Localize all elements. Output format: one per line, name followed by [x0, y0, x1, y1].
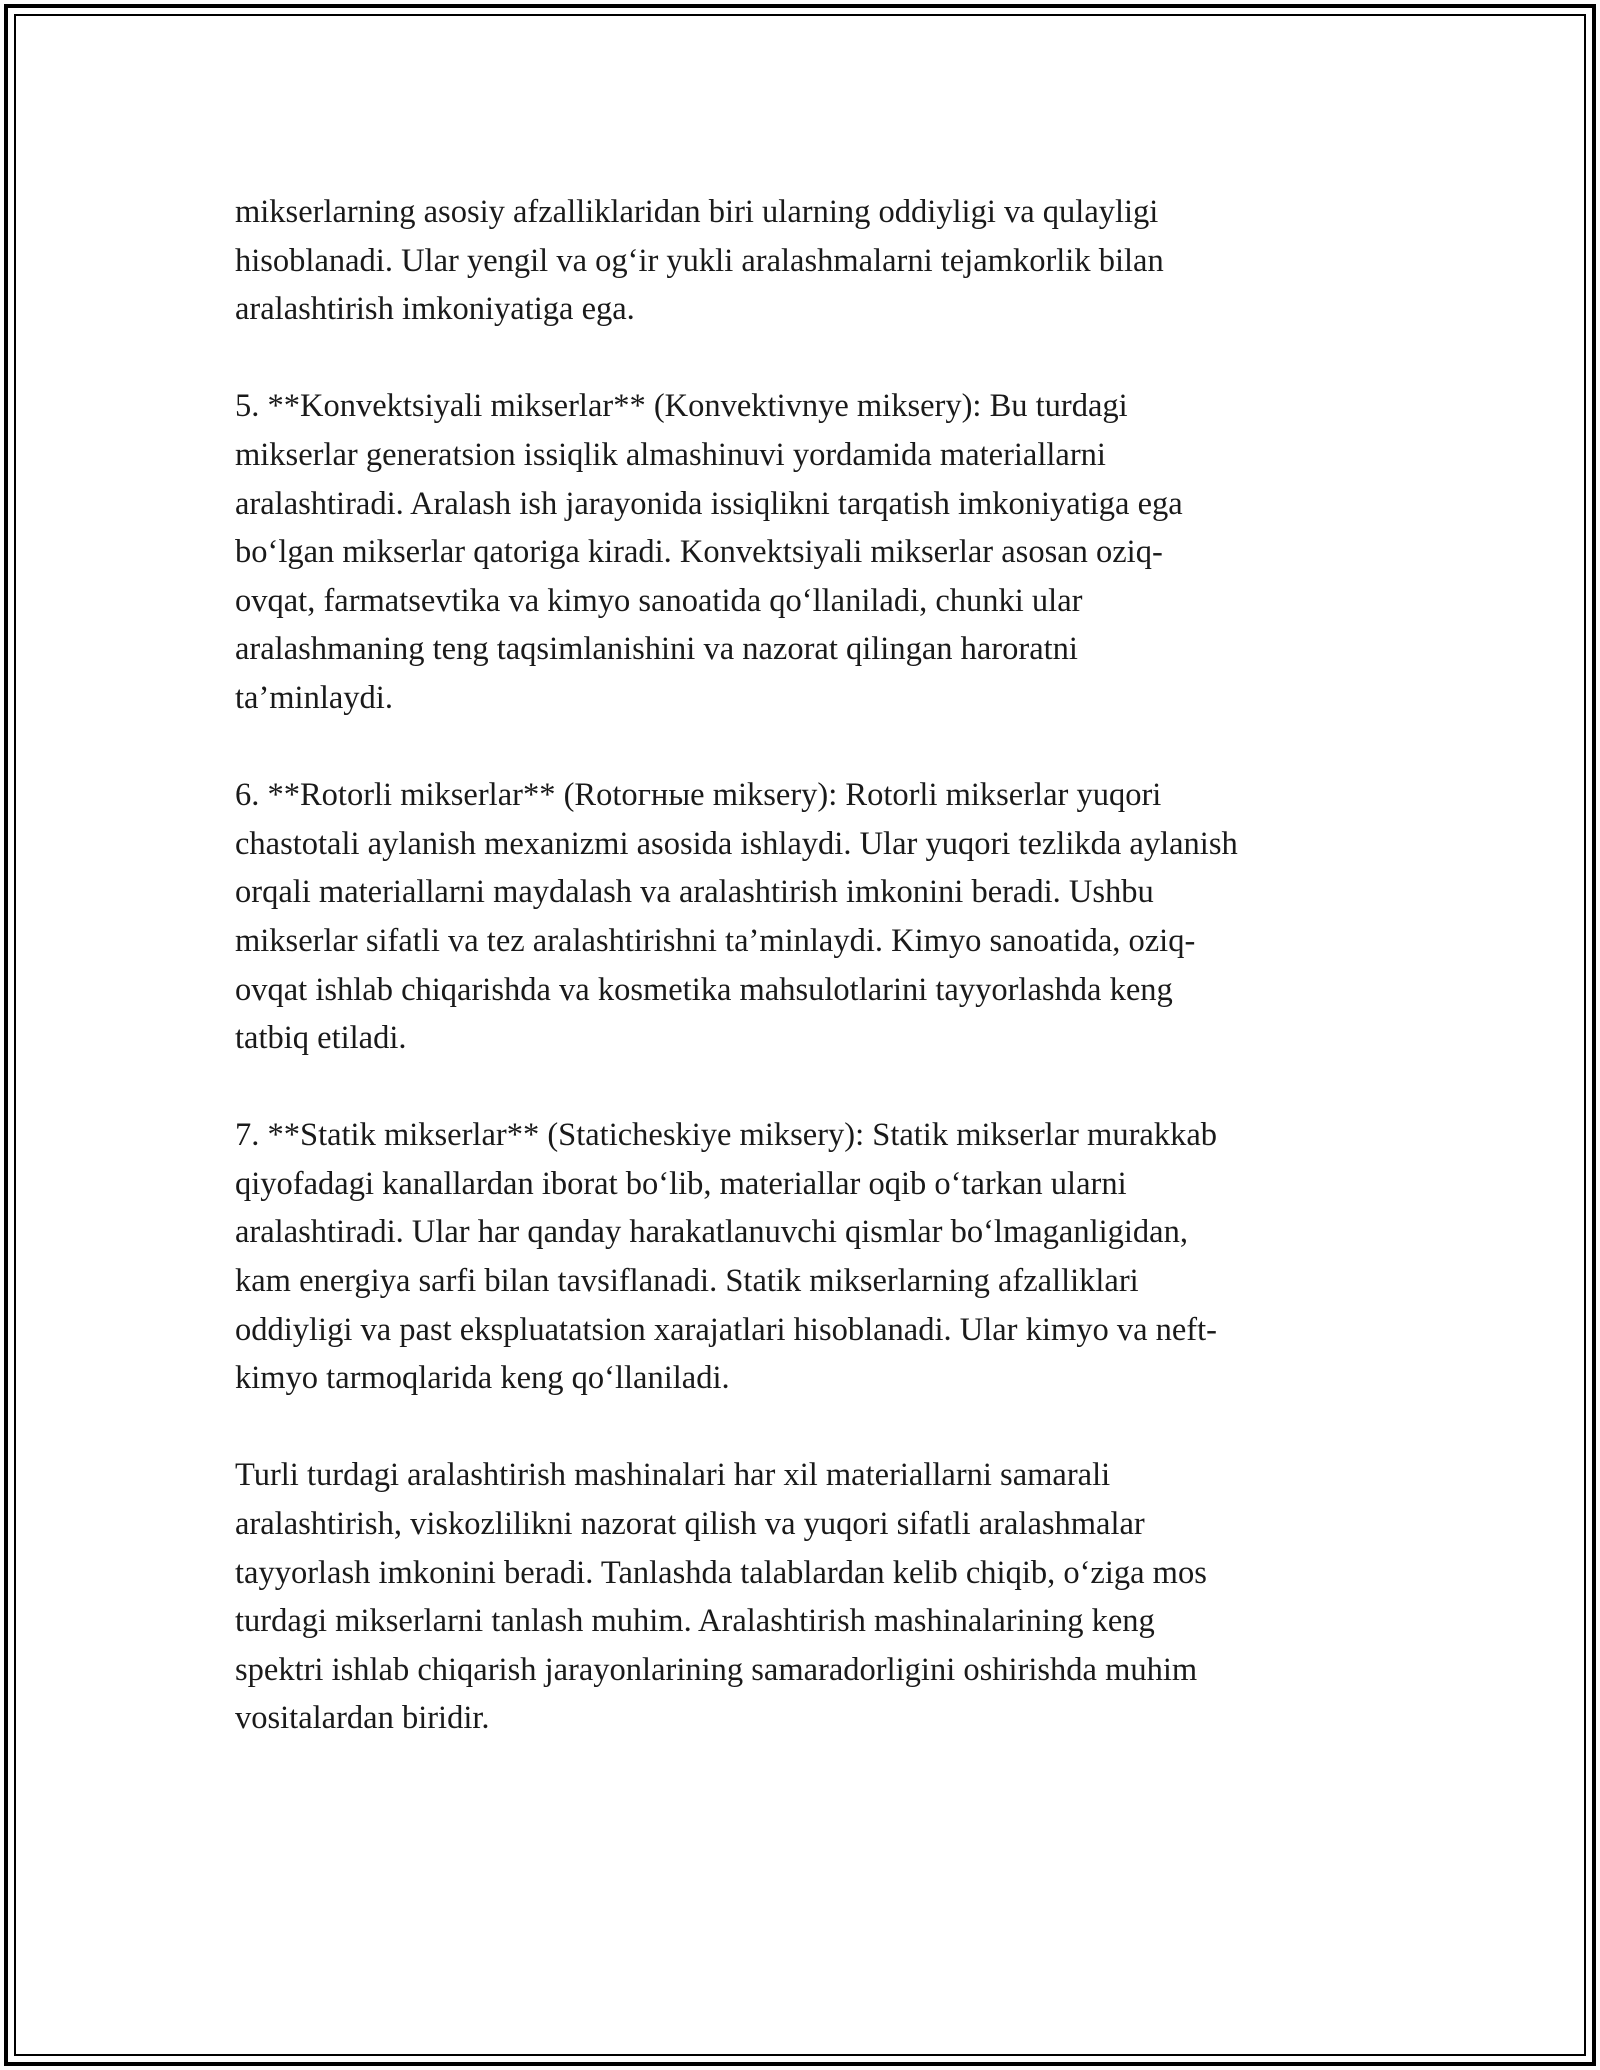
text-line: hisoblanadi. Ular yengil va og‘ir yukli aralashmalarni tejamkorlik bilan	[235, 242, 1164, 279]
text-line: spektri ishlab chiqarish jarayonlarining samaradorligini oshirishda muhim	[235, 1651, 1198, 1688]
text-line: chastotali aylanish mexanizmi asosida ishlaydi. Ular yuqori tezlikda aylanish	[235, 825, 1238, 862]
paragraph-convection-mixers	[235, 382, 1385, 722]
text-line: mikserlarning asosiy afzalliklaridan biri ularning oddiyligi va qulayligi	[235, 194, 1159, 230]
paragraph-conclusion	[235, 1451, 1385, 1743]
text-line: oddiyligi va past ekspluatatsion xarajatlari hisoblanadi. Ular kimyo va neft-	[235, 1311, 1217, 1348]
text-line: aralashtirish imkoniyatiga ega.	[235, 291, 635, 328]
paragraph-static-mixers	[235, 1111, 1385, 1403]
paragraph-intro	[235, 188, 1385, 334]
text-line: mikserlar sifatli va tez aralashtirishni ta’minlaydi. Kimyo sanoatida, oziq-	[235, 922, 1196, 959]
text-line: kimyo tarmoqlarida keng qo‘llaniladi.	[235, 1360, 730, 1397]
text-line: bo‘lgan mikserlar qatoriga kiradi. Konvektsiyali mikserlar asosan oziq-	[235, 534, 1163, 571]
paragraph-rotor-mixers	[235, 771, 1385, 1063]
text-line: vositalardan biridir.	[235, 1700, 490, 1737]
text-line: aralashmaning teng taqsimlanishini va nazorat qilingan haroratni	[235, 631, 1078, 668]
text-line: aralashtirish, viskozlilikni nazorat qilish va yuqori sifatli aralashmalar	[235, 1506, 1145, 1543]
text-line: 7. **Statik mikserlar** (Staticheskiye miksery): Statik mikserlar murakkab	[235, 1117, 1218, 1154]
text-line: ta’minlaydi.	[235, 679, 393, 716]
text-line: qiyofadagi kanallardan iborat bo‘lib, materiallar oqib o‘tarkan ularni	[235, 1165, 1127, 1202]
document-body	[235, 188, 1385, 1792]
text-line: turdagi mikserlarni tanlash muhim. Aralashtirish mashinalarining keng	[235, 1603, 1155, 1640]
text-line: orqali materiallarni maydalash va aralashtirish imkonini beradi. Ushbu	[235, 874, 1154, 911]
text-line: mikserlar generatsion issiqlik almashinuvi yordamida materiallarni	[235, 436, 1106, 473]
text-line: 6. **Rotorli mikserlar** (Rotoгные miksery): Rotorli mikserlar yuqori	[235, 777, 1162, 814]
text-line: tatbiq etiladi.	[235, 1020, 407, 1057]
text-line: ovqat, farmatsevtika va kimyo sanoatida qo‘llaniladi, chunki ular	[235, 582, 1083, 619]
text-line: 5. **Konvektsiyali mikserlar** (Konvektivnye miksery): Bu turdagi	[235, 388, 1128, 425]
text-line: kam energiya sarfi bilan tavsiflanadi. Statik mikserlarning afzalliklari	[235, 1263, 1139, 1300]
text-line: aralashtiradi. Aralash ish jarayonida issiqlikni tarqatish imkoniyatiga ega	[235, 485, 1183, 522]
text-line: tayyorlash imkonini beradi. Tanlashda talablardan kelib chiqib, o‘ziga mos	[235, 1554, 1207, 1591]
text-line: aralashtiradi. Ular har qanday harakatlanuvchi qismlar bo‘lmaganligidan,	[235, 1214, 1188, 1251]
text-line: Turli turdagi aralashtirish mashinalari har xil materiallarni samarali	[235, 1457, 1111, 1494]
text-line: ovqat ishlab chiqarishda va kosmetika mahsulotlarini tayyorlashda keng	[235, 971, 1173, 1008]
